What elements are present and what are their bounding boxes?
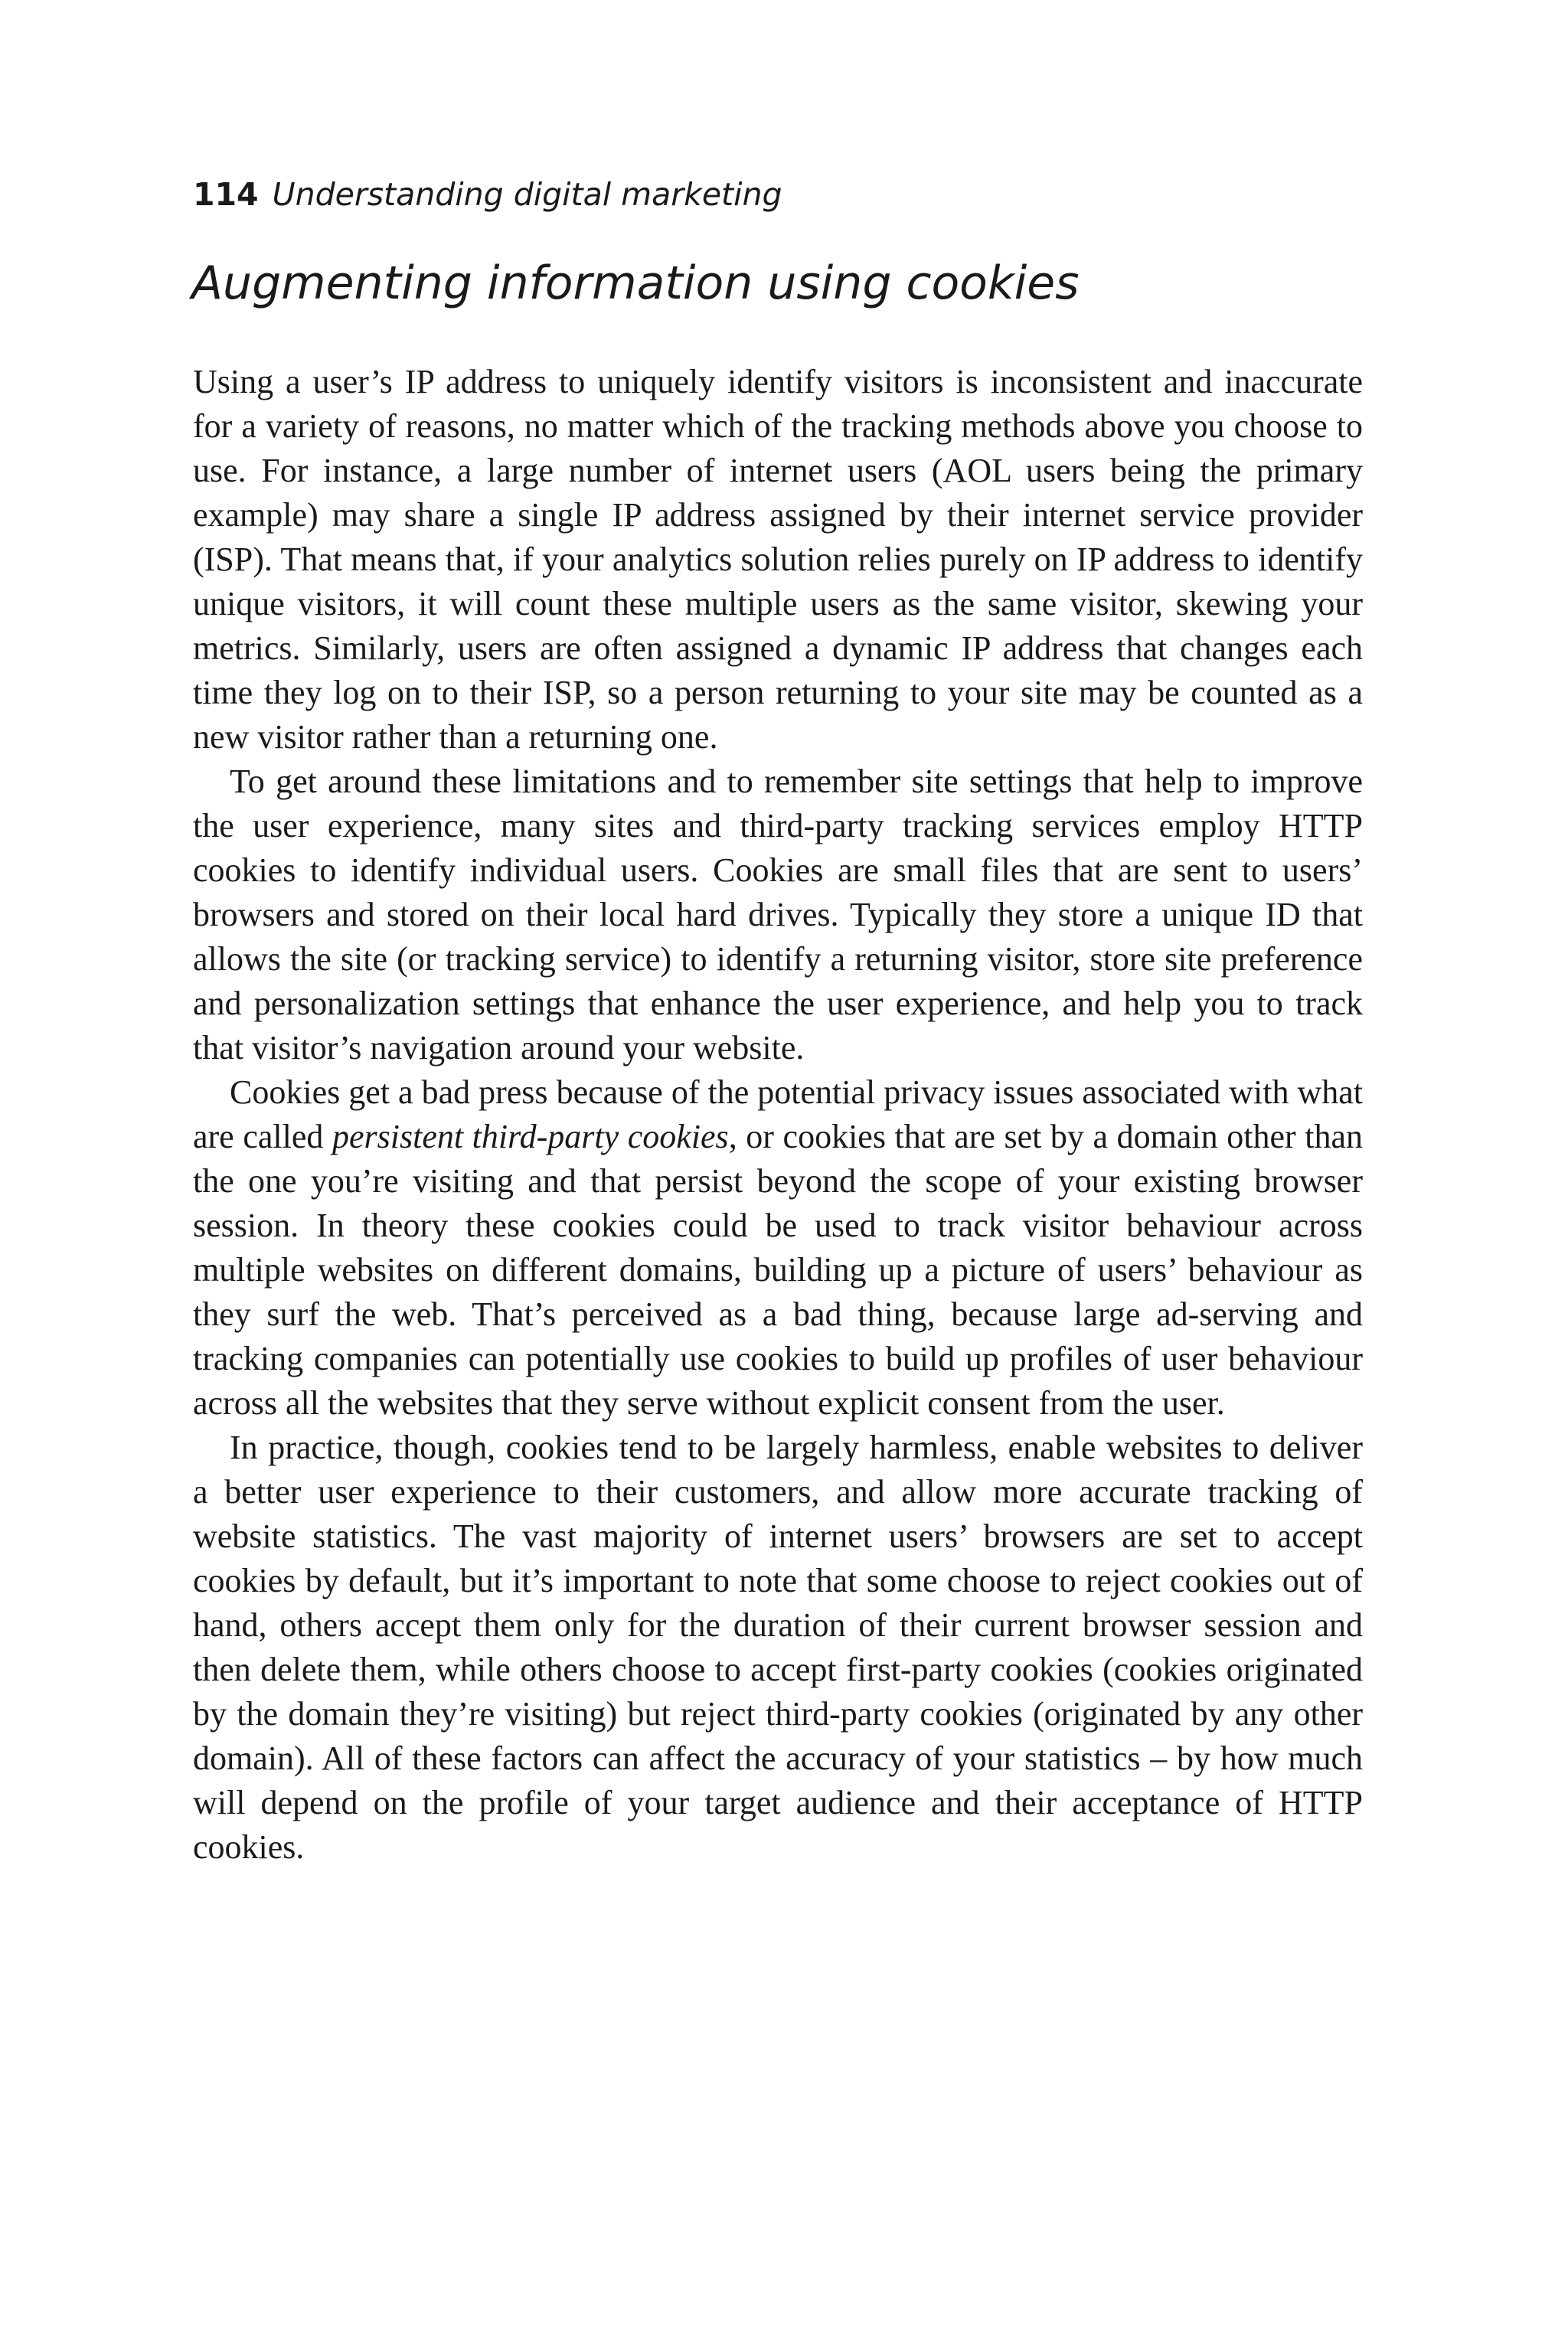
emphasized-term: persistent third-party cookies — [332, 1118, 729, 1155]
section-heading: Augmenting information using cookies — [191, 256, 1080, 310]
book-title: Understanding digital marketing — [272, 176, 782, 213]
paragraph-in-practice: In practice, though, cookies tend to be largely harmless, enable websites to deliver a better user experience to their customers, and allow more accurate tracking of website statistics. The vast majority of internet users’ browsers are set to accept cookies by default, but it’s important to note that some choose to reject cookies out of hand, others accept them only for the duration of their current browser session and then delete them, while others choose to accept first-party cookies (cookies originated by the domain they’re visiting) but reject third-party cookies (originated by any other domain). All of these factors can affect the accuracy of your statistics – by how much will depend on the profile of your target audience and their acceptance of HTTP cookies. — [193, 1429, 1363, 1866]
paragraph-http-cookies: To get around these limitations and to remember site settings that help to improve the user experience, many sites and third-party tracking services employ HTTP cookies to identify individual users. Cookies are small files that are sent to users’ browsers and stored on their local hard drives. Typically they store a unique ID that allows the site (or tracking service) to identify a returning visitor, store site preference and personalization settings that enhance the user experience, and help you to track that visitor’s navigation around your website. — [193, 763, 1363, 1067]
paragraph-ip-address: Using a user’s IP address to uniquely identify visitors is inconsistent and inaccurate for a variety of reasons, no matter which of the tracking methods above you choose to use. For instance, a large number of internet users (AOL users being the primary example) may share a single IP address assigned by their internet service provider (ISP). That means that, if your analytics solution relies purely on IP address to identify unique visitors, it will count these multiple users as the same visitor, skewing your metrics. Similarly, users are often assigned a dynamic IP address that changes each time they log on to their ISP, so a person returning to your site may be counted as a new visitor rather than a returning one. — [193, 363, 1363, 756]
page-number: 114 — [193, 176, 259, 213]
paragraph-privacy-lead: Cookies get a bad press because of the potential privacy issues associated with what are called — [193, 1073, 1363, 1155]
paragraph-privacy-rest: , or cookies that are set by a domain other than the one you’re visiting and that persist beyond the scope of your existing browser session. In theory these cookies could be used to track visitor behaviour across multiple websites on different domains, building up a picture of users’ behaviour as they surf the web. That’s perceived as a bad thing, because large ad-serving and tracking companies can potentially use cookies to build up profiles of user behaviour across all the websites that they serve without explicit consent from the user. — [193, 1118, 1364, 1422]
body-text — [193, 360, 1363, 1870]
running-head — [193, 173, 782, 216]
paragraph-privacy — [193, 1070, 1363, 1426]
